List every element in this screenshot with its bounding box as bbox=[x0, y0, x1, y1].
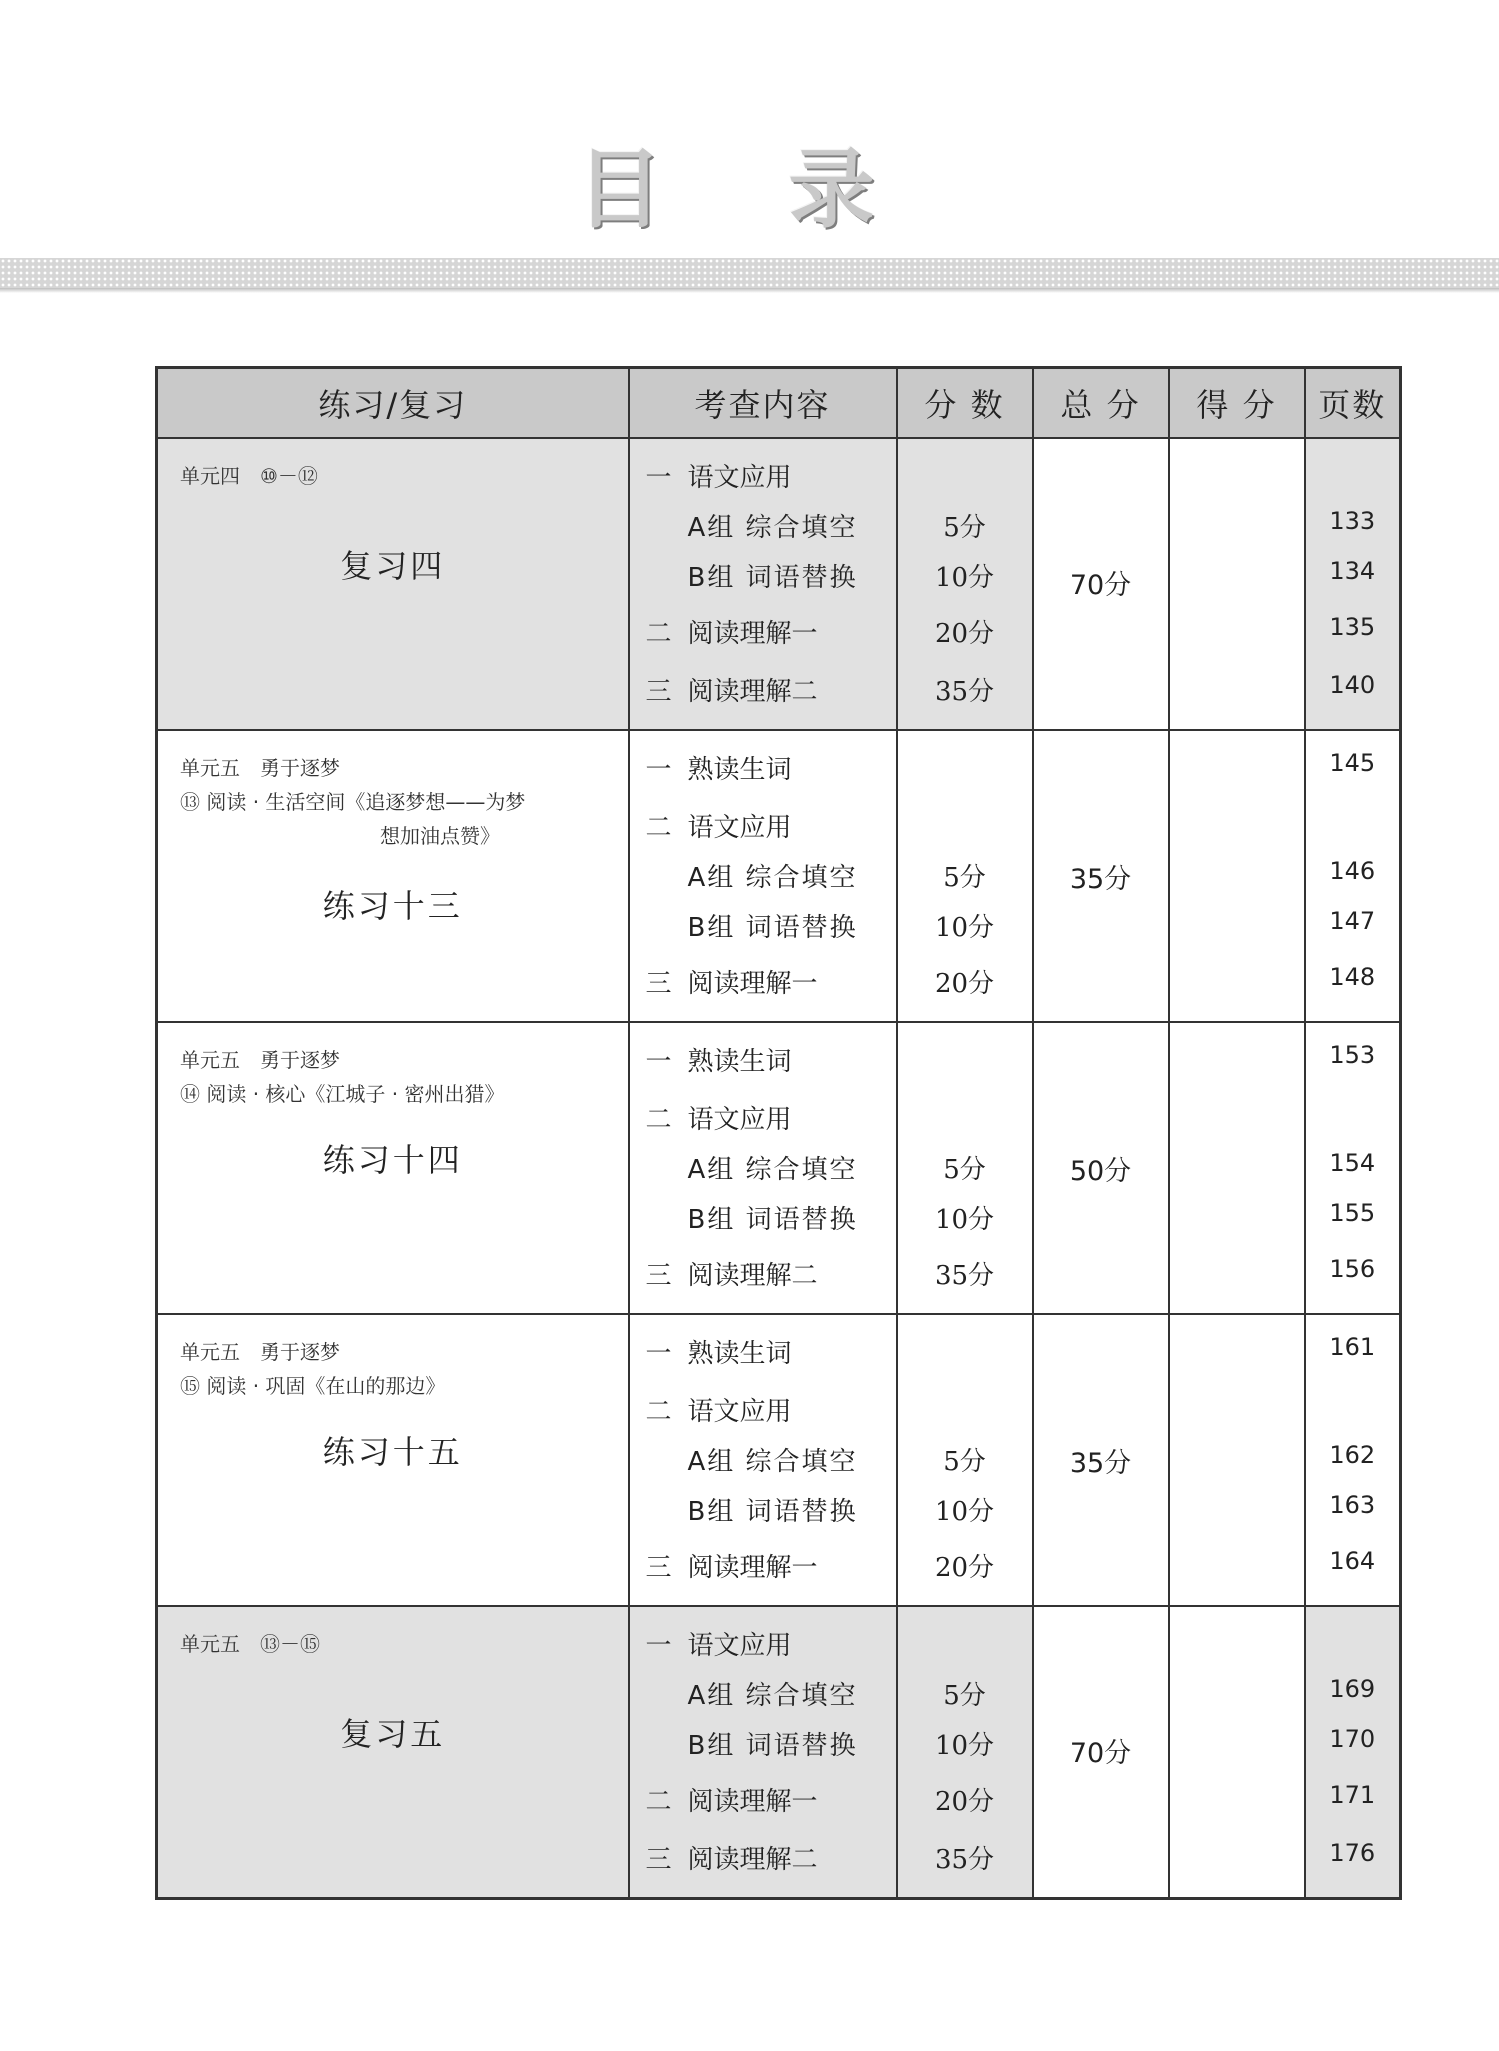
item-text: A组 综合填空 bbox=[687, 1681, 858, 1711]
total-cell bbox=[1033, 1022, 1169, 1314]
page-cell bbox=[1305, 1314, 1401, 1606]
header-page: 页数 bbox=[1305, 368, 1401, 439]
page-number: 145 bbox=[1329, 749, 1376, 777]
unit-info bbox=[180, 1335, 614, 1403]
unit-label: 单元四 ⑩－⑫ bbox=[180, 464, 318, 488]
page-cell bbox=[1305, 730, 1401, 1022]
content-cell bbox=[629, 1022, 897, 1314]
contents-table bbox=[155, 366, 1402, 1900]
page-cell bbox=[1305, 1022, 1401, 1314]
item-number: 一 bbox=[645, 1339, 672, 1369]
page-cell bbox=[1305, 1606, 1401, 1899]
exercise-cell bbox=[157, 1606, 629, 1899]
item-text: B组 词语替换 bbox=[687, 1497, 858, 1527]
score-cell bbox=[897, 730, 1033, 1022]
unit-label: 单元五 勇于逐梦 bbox=[180, 1048, 340, 1072]
item-text: 阅读理解一 bbox=[687, 969, 818, 999]
item-text: A组 综合填空 bbox=[687, 513, 858, 543]
item-number: 二 bbox=[645, 1787, 672, 1817]
exercise-name: 练习十四 bbox=[322, 1141, 463, 1179]
total-cell bbox=[1033, 730, 1169, 1022]
item-score: 35分 bbox=[934, 1261, 995, 1291]
page-number: 155 bbox=[1329, 1199, 1376, 1227]
page-number: 156 bbox=[1329, 1255, 1376, 1283]
page-cell bbox=[1305, 438, 1401, 730]
unit-label: 单元五 ⑬－⑮ bbox=[180, 1632, 320, 1656]
item-score: 5分 bbox=[943, 1447, 986, 1477]
item-text: 语文应用 bbox=[687, 1397, 792, 1427]
item-text: 阅读理解二 bbox=[687, 1261, 818, 1291]
item-text: B组 词语替换 bbox=[687, 1731, 858, 1761]
exercise-name: 练习十五 bbox=[322, 1433, 463, 1471]
lesson-label: ⑮ 阅读 · 巩固《在山的那边》 bbox=[180, 1374, 446, 1398]
page-number: 154 bbox=[1329, 1149, 1376, 1177]
header-total: 总 分 bbox=[1033, 368, 1169, 439]
exercise-cell bbox=[157, 1022, 629, 1314]
title-decoration-band bbox=[0, 258, 1499, 288]
page-number: 161 bbox=[1329, 1333, 1376, 1361]
unit-label: 单元五 勇于逐梦 bbox=[180, 1340, 340, 1364]
item-number: 三 bbox=[645, 1845, 672, 1875]
header-exercise: 练习/复习 bbox=[157, 368, 629, 439]
content-cell bbox=[629, 1314, 897, 1606]
page-number: 171 bbox=[1329, 1781, 1376, 1809]
total-score: 35分 bbox=[1069, 864, 1132, 895]
item-number: 一 bbox=[645, 463, 672, 493]
item-text: 语文应用 bbox=[687, 463, 792, 493]
page-number: 176 bbox=[1329, 1839, 1376, 1867]
item-score: 10分 bbox=[934, 1497, 995, 1527]
total-score: 35分 bbox=[1069, 1448, 1132, 1479]
item-number: 三 bbox=[645, 677, 672, 707]
total-cell bbox=[1033, 1314, 1169, 1606]
lesson-label: ⑬ 阅读 · 生活空间《追逐梦想——为梦 bbox=[180, 790, 526, 814]
page-title: 目 录 bbox=[576, 140, 923, 240]
item-number: 二 bbox=[645, 1397, 672, 1427]
unit-info bbox=[180, 1627, 614, 1661]
lesson-label: ⑭ 阅读 · 核心《江城子 · 密州出猎》 bbox=[180, 1082, 505, 1106]
page-number: 148 bbox=[1329, 963, 1376, 991]
item-score: 5分 bbox=[943, 1681, 986, 1711]
table-row bbox=[157, 438, 1401, 730]
header-got: 得 分 bbox=[1169, 368, 1305, 439]
exercise-name: 练习十三 bbox=[322, 887, 463, 925]
item-score: 5分 bbox=[943, 513, 986, 543]
got-score-cell bbox=[1169, 1022, 1305, 1314]
item-score: 10分 bbox=[934, 913, 995, 943]
item-score: 35分 bbox=[934, 1845, 995, 1875]
item-text: 阅读理解二 bbox=[687, 1845, 818, 1875]
item-text: 阅读理解一 bbox=[687, 1553, 818, 1583]
page-number: 163 bbox=[1329, 1491, 1376, 1519]
lesson-label-cont: 想加油点赞》 bbox=[380, 824, 500, 848]
page-number: 169 bbox=[1329, 1675, 1376, 1703]
page-number: 134 bbox=[1329, 557, 1376, 585]
item-number: 二 bbox=[645, 813, 672, 843]
exercise-name: 复习五 bbox=[340, 1715, 446, 1753]
unit-info bbox=[180, 1043, 614, 1111]
content-cell bbox=[629, 438, 897, 730]
item-text: B组 词语替换 bbox=[687, 563, 858, 593]
table-row bbox=[157, 730, 1401, 1022]
item-text: A组 综合填空 bbox=[687, 1447, 858, 1477]
item-number: 二 bbox=[645, 619, 672, 649]
item-score: 10分 bbox=[934, 1205, 995, 1235]
item-number: 一 bbox=[645, 755, 672, 785]
exercise-cell bbox=[157, 438, 629, 730]
table-row bbox=[157, 1606, 1401, 1899]
total-score: 50分 bbox=[1069, 1156, 1132, 1187]
item-score: 10分 bbox=[934, 563, 995, 593]
unit-label: 单元五 勇于逐梦 bbox=[180, 756, 340, 780]
item-score: 5分 bbox=[943, 1155, 986, 1185]
item-text: 熟读生词 bbox=[687, 1339, 792, 1369]
total-cell bbox=[1033, 1606, 1169, 1899]
page-number: 146 bbox=[1329, 857, 1376, 885]
item-score: 20分 bbox=[934, 969, 995, 999]
table-row bbox=[157, 1314, 1401, 1606]
content-cell bbox=[629, 730, 897, 1022]
item-number: 三 bbox=[645, 1261, 672, 1291]
exercise-cell bbox=[157, 1314, 629, 1606]
header-content: 考查内容 bbox=[629, 368, 897, 439]
item-number: 一 bbox=[645, 1631, 672, 1661]
item-text: B组 词语替换 bbox=[687, 1205, 858, 1235]
item-score: 20分 bbox=[934, 619, 995, 649]
item-number: 二 bbox=[645, 1105, 672, 1135]
score-cell bbox=[897, 1606, 1033, 1899]
content-cell bbox=[629, 1606, 897, 1899]
got-score-cell bbox=[1169, 438, 1305, 730]
total-score: 70分 bbox=[1069, 570, 1132, 601]
item-score: 20分 bbox=[934, 1553, 995, 1583]
unit-info bbox=[180, 751, 614, 853]
item-score: 5分 bbox=[943, 863, 986, 893]
item-number: 一 bbox=[645, 1047, 672, 1077]
item-text: 阅读理解一 bbox=[687, 1787, 818, 1817]
item-score: 10分 bbox=[934, 1731, 995, 1761]
page-number: 135 bbox=[1329, 613, 1376, 641]
table-row bbox=[157, 1022, 1401, 1314]
header-score: 分 数 bbox=[897, 368, 1033, 439]
score-cell bbox=[897, 438, 1033, 730]
item-text: 阅读理解二 bbox=[687, 677, 818, 707]
item-text: 语文应用 bbox=[687, 1105, 792, 1135]
item-text: 语文应用 bbox=[687, 813, 792, 843]
item-number: 三 bbox=[645, 969, 672, 999]
item-text: A组 综合填空 bbox=[687, 1155, 858, 1185]
item-text: 熟读生词 bbox=[687, 755, 792, 785]
total-cell bbox=[1033, 438, 1169, 730]
unit-info bbox=[180, 459, 614, 493]
item-text: 熟读生词 bbox=[687, 1047, 792, 1077]
page-number: 133 bbox=[1329, 507, 1376, 535]
exercise-name: 复习四 bbox=[340, 547, 446, 585]
item-score: 20分 bbox=[934, 1787, 995, 1817]
page-number: 170 bbox=[1329, 1725, 1376, 1753]
exercise-cell bbox=[157, 730, 629, 1022]
page-number: 140 bbox=[1329, 671, 1376, 699]
item-text: 阅读理解一 bbox=[687, 619, 818, 649]
item-text: A组 综合填空 bbox=[687, 863, 858, 893]
item-text: B组 词语替换 bbox=[687, 913, 858, 943]
score-cell bbox=[897, 1022, 1033, 1314]
got-score-cell bbox=[1169, 1606, 1305, 1899]
total-score: 70分 bbox=[1069, 1738, 1132, 1769]
page-number: 162 bbox=[1329, 1441, 1376, 1469]
page-number: 147 bbox=[1329, 907, 1376, 935]
item-number: 三 bbox=[645, 1553, 672, 1583]
got-score-cell bbox=[1169, 1314, 1305, 1606]
score-cell bbox=[897, 1314, 1033, 1606]
table-header-row bbox=[157, 368, 1401, 439]
page-number: 164 bbox=[1329, 1547, 1376, 1575]
page-number: 153 bbox=[1329, 1041, 1376, 1069]
got-score-cell bbox=[1169, 730, 1305, 1022]
item-score: 35分 bbox=[934, 677, 995, 707]
item-text: 语文应用 bbox=[687, 1631, 792, 1661]
